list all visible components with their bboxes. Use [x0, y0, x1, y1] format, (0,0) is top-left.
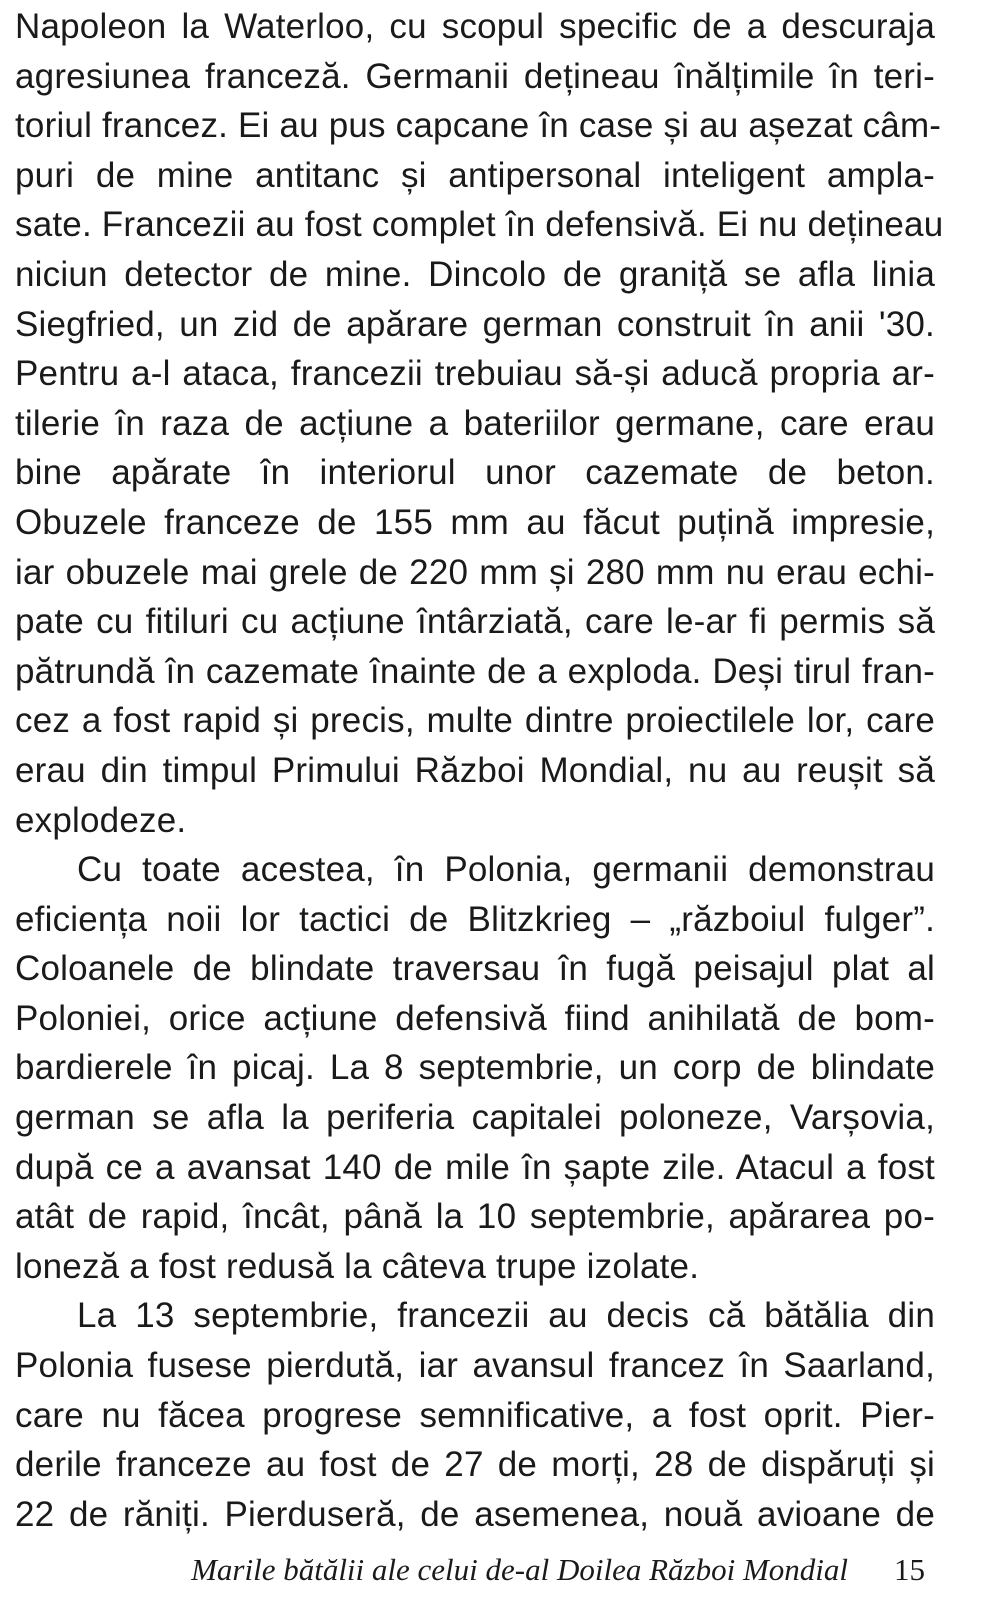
text-line: niciun detector de mine. Dincolo de graniță se afla linia: [15, 254, 935, 294]
text-line: care nu făcea progrese semnificative, a fost oprit. Pier-: [15, 1395, 935, 1435]
text-line: agresiunea franceză. Germanii dețineau înălțimile în teri-: [15, 56, 935, 96]
text-line: bine apărate în interiorul unor cazemate de beton.: [15, 453, 935, 493]
text-line: Pentru a-l ataca, francezii trebuiau să-și aducă propria ar-: [15, 354, 935, 394]
text-line: 22 de răniți. Pierduseră, de asemenea, nouă avioane de: [15, 1494, 935, 1534]
page-number: 15: [894, 1552, 925, 1587]
text-line: derile franceze au fost de 27 de morți, 28 de dispăruți și: [15, 1445, 935, 1485]
text-line: Napoleon la Waterloo, cu scopul specific de a descuraja: [15, 7, 935, 46]
text-line: bardierele în picaj. La 8 septembrie, un corp de blindate: [15, 1048, 935, 1088]
text-line: pate cu fitiluri cu acțiune întârziată, care le-ar fi permis să: [15, 602, 935, 642]
text-line: Siegfried, un zid de apărare german construit în anii '30.: [15, 304, 935, 344]
text-line: Coloanele de blindate traversau în fugă peisajul plat al: [15, 949, 935, 989]
text-line: sate. Francezii au fost complet în defensivă. Ei nu dețineau: [15, 205, 944, 245]
text-line: Poloniei, orice acțiune defensivă fiind anihilată de bom-: [15, 998, 935, 1038]
page-footer: [0, 1552, 925, 1588]
text-line: Cu toate acestea, în Polonia, germanii demonstrau: [77, 850, 935, 890]
text-line: puri de mine antitanc și antipersonal inteligent ampla-: [15, 155, 935, 195]
text-line: atât de rapid, încât, până la 10 septembrie, apărarea po-: [15, 1197, 935, 1237]
text-line: La 13 septembrie, francezii au decis că bătălia din: [77, 1296, 935, 1336]
text-line: toriul francez. Ei au pus capcane în case și au așezat câm-: [15, 106, 942, 146]
text-line: Polonia fusese pierdută, iar avansul francez în Saarland,: [15, 1346, 935, 1386]
text-line: pătrundă în cazemate înainte de a exploda. Deși tirul fran-: [15, 651, 935, 691]
text-line: loneză a fost redusă la câteva trupe izolate.: [15, 1246, 700, 1286]
text-line: după ce a avansat 140 de mile în șapte zile. Atacul a fost: [15, 1147, 935, 1187]
text-line: eficiența noii lor tactici de Blitzkrieg – „războiul fulger”.: [15, 899, 935, 939]
text-line: Obuzele franceze de 155 mm au făcut puțină impresie,: [15, 502, 935, 542]
text-line: german se afla la periferia capitalei poloneze, Varșovia,: [15, 1098, 935, 1138]
paragraph: [15, 845, 935, 1291]
paragraph: [15, 2, 944, 845]
text-line: tilerie în raza de acțiune a bateriilor germane, care erau: [15, 403, 935, 443]
text-line: cez a fost rapid și precis, multe dintre proiectilele lor, care: [15, 701, 935, 741]
text-line: explodeze.: [15, 800, 187, 840]
running-title: Marile bătălii ale celui de-al Doilea Război Mondial: [191, 1552, 848, 1587]
text-line: iar obuzele mai grele de 220 mm și 280 mm nu erau echi-: [15, 552, 935, 592]
text-line: erau din timpul Primului Război Mondial, nu au reușit să: [15, 750, 935, 790]
paragraph: [15, 1291, 935, 1539]
body-text: [15, 2, 944, 1539]
